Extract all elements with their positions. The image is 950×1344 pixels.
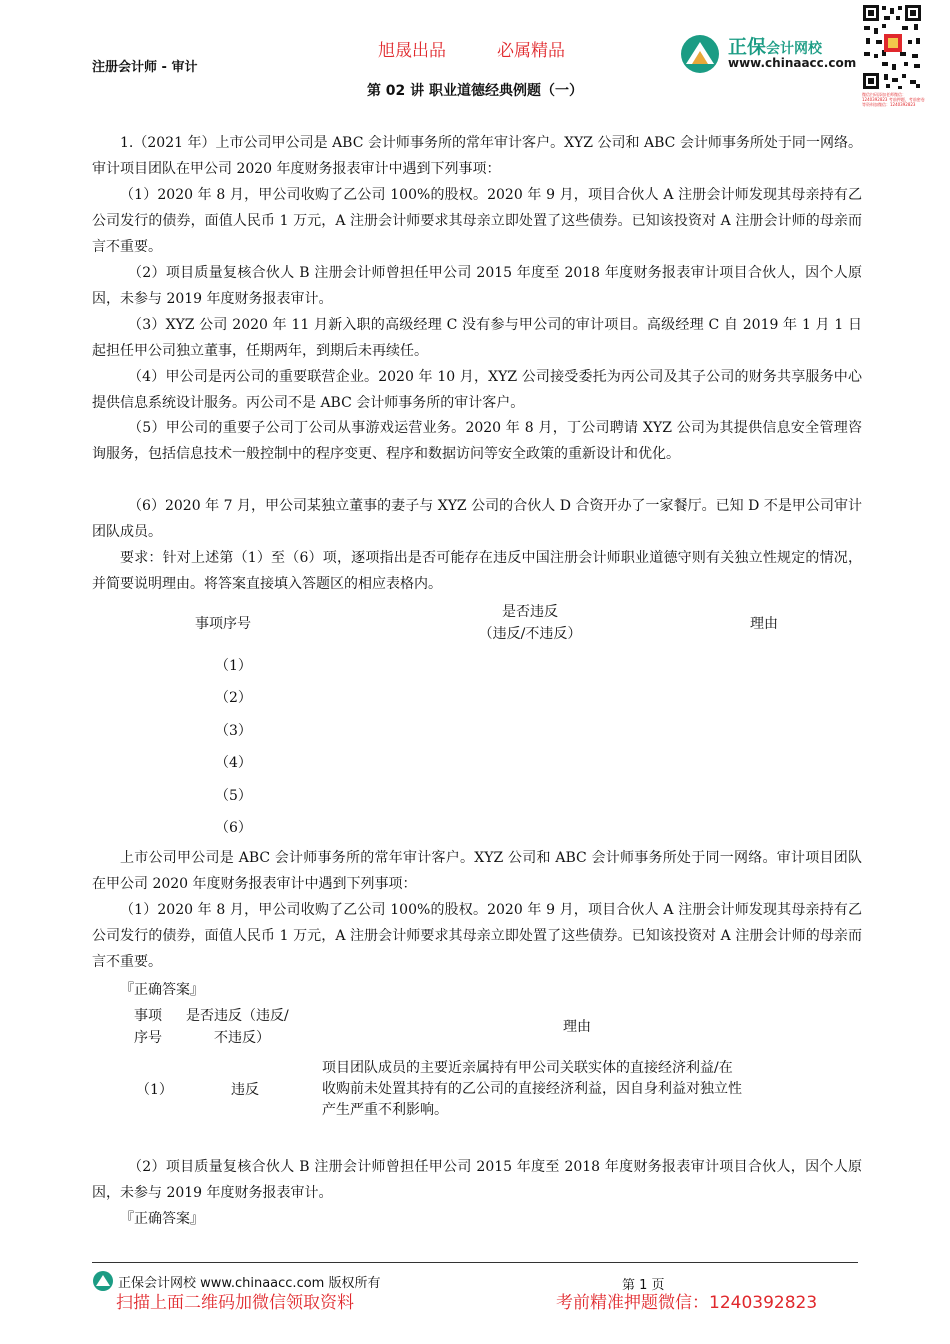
correct-answer-label-2: 『正确答案』 [120, 1211, 204, 1227]
solution-col-violation-1: 是否违反（违反/ [186, 1008, 289, 1024]
logo-url: www.chinaacc.com [728, 56, 857, 70]
solution-row-reason-2: 收购前未处置其持有的乙公司的直接经济利益，因自身利益对独立性 [322, 1081, 742, 1097]
qr-caption: 微信扫码添加老师微信：1240392823 考前押题，考前密卷等资料加微信：1240392823 [862, 92, 925, 107]
solution-item-1: （1）2020 年 8 月，甲公司收购了乙公司 100%的股权。2020 年 9 月，项目合伙人 A 注册会计师发现其母亲持有乙公司发行的债券，面值人民币 1 万元，A 注册会计师要求其母亲立即处置了这些债券。已知该投资对 A 注册会计师的母亲而言不重要。 [92, 902, 862, 970]
question-requirement: 要求：针对上述第（1）至（6）项，逐项指出是否可能存在违反中国注册会计师职业道德守则有关独立性规定的情况，并简要说明理由。将答案直接填入答题区的相应表格内。 [92, 550, 862, 592]
solution-item-2: （2）项目质量复核合伙人 B 注册会计师曾担任甲公司 2015 年度至 2018 年度财务报表审计项目合伙人，因个人原因，未参与 2019 年度财务报表审计。 [92, 1159, 862, 1201]
footer-divider [92, 1262, 858, 1263]
solution-col-violation-2: 不违反） [214, 1030, 270, 1046]
answer-col-reason: 理由 [750, 616, 778, 632]
page-number: 第 1 页 [622, 1278, 665, 1293]
solution-row-item: （1） [136, 1082, 173, 1098]
question-item-6: （6）2020 年 7 月，甲公司某独立董事的妻子与 XYZ 公司的合伙人 D 合资开办了一家餐厅。已知 D 不是甲公司审计团队成员。 [92, 498, 862, 540]
logo-mark-icon [680, 34, 722, 74]
solution-intro: 上市公司甲公司是 ABC 会计师事务所的常年审计客户。XYZ 公司和 ABC 会计师事务所处于同一网络。审计项目团队在甲公司 2020 年度财务报表审计中遇到下列事项： [92, 850, 862, 892]
question-item-4: （4）甲公司是丙公司的重要联营企业。2020 年 10 月，XYZ 公司接受委托为丙公司及其子公司的财务共享服务中心提供信息系统设计服务。丙公司不是 ABC 会计师事务所的审计客户。 [92, 369, 862, 411]
qr-code [862, 4, 925, 107]
answer-row-3: （3） [215, 723, 252, 739]
course-name: 注册会计师 - 审计 [92, 60, 198, 75]
question-item-3: （3）XYZ 公司 2020 年 11 月新入职的高级经理 C 没有参与甲公司的审计项目。高级经理 C 自 2019 年 1 月 1 日起担任甲公司独立董事，任期两年，到期后未再续任。 [92, 317, 862, 359]
footer-copyright: 正保会计网校 www.chinaacc.com 版权所有 [118, 1276, 381, 1291]
promo-left: 扫描上面二维码加微信领取资料 [116, 1293, 354, 1313]
answer-col-violation-1: 是否违反 [502, 604, 558, 620]
answer-row-4: （4） [215, 755, 252, 771]
slogan-right: 必属精品 [497, 41, 565, 61]
question-item-5: （5）甲公司的重要子公司丁公司从事游戏运营业务。2020 年 8 月，丁公司聘请 XYZ 公司为其提供信息安全管理咨询服务，包括信息技术一般控制中的程序变更、程序和数据访问等安全政策的重新设计和优化。 [92, 420, 862, 462]
answer-row-1: （1） [215, 658, 252, 674]
question-intro: 1.（2021 年）上市公司甲公司是 ABC 会计师事务所的常年审计客户。XYZ 公司和 ABC 会计师事务所处于同一网络。审计项目团队在甲公司 2020 年度财务报表审计中遇到下列事项： [92, 135, 862, 177]
solution-row-reason-1: 项目团队成员的主要近亲属持有甲公司关联实体的直接经济利益/在 [322, 1060, 733, 1076]
solution-row-reason-3: 产生严重不利影响。 [322, 1102, 448, 1118]
answer-row-2: （2） [215, 690, 252, 706]
brand-logo [680, 32, 860, 76]
question-item-1: （1）2020 年 8 月，甲公司收购了乙公司 100%的股权。2020 年 9 月，项目合伙人 A 注册会计师发现其母亲持有乙公司发行的债券，面值人民币 1 万元，A 注册会计师要求其母亲立即处置了这些债券。已知该投资对 A 注册会计师的母亲而言不重要。 [92, 187, 862, 255]
question-item-2: （2）项目质量复核合伙人 B 注册会计师曾担任甲公司 2015 年度至 2018 年度财务报表审计项目合伙人，因个人原因，未参与 2019 年度财务报表审计。 [92, 265, 862, 307]
qr-code-icon [862, 4, 922, 90]
answer-row-5: （5） [215, 788, 252, 804]
footer-logo-icon [92, 1270, 114, 1292]
page-title: 第 02 讲 职业道德经典例题（一） [366, 83, 584, 99]
logo-name: 正保会计网校 [728, 36, 823, 58]
answer-col-item: 事项序号 [195, 616, 251, 632]
solution-col-reason: 理由 [563, 1019, 591, 1035]
promo-right: 考前精准押题微信：1240392823 [556, 1293, 818, 1313]
solution-col-item-2: 序号 [134, 1030, 162, 1046]
correct-answer-label: 『正确答案』 [120, 982, 204, 998]
answer-row-6: （6） [215, 820, 252, 836]
solution-col-item-1: 事项 [134, 1008, 162, 1024]
slogan-left: 旭晟出品 [378, 41, 446, 61]
answer-col-violation-2: （违反/不违反） [478, 626, 582, 642]
solution-row-result: 违反 [231, 1082, 259, 1098]
